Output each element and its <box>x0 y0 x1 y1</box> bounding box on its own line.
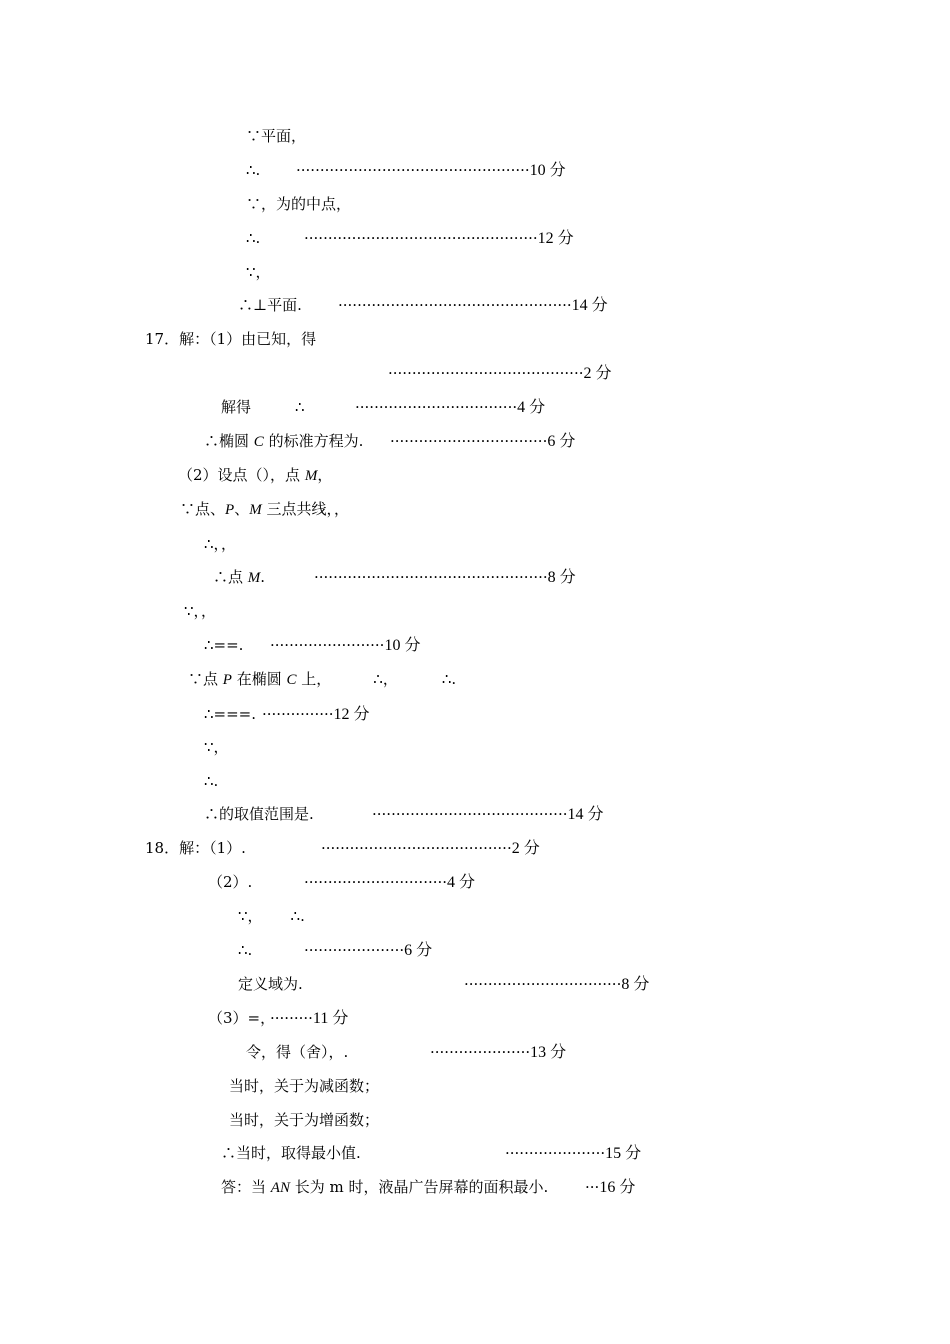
solution-line <box>238 941 252 959</box>
solution-line <box>204 738 229 756</box>
text-segment: ∵， <box>204 738 229 756</box>
score-label: 12 分 <box>537 230 574 247</box>
solution-line <box>246 161 260 179</box>
text-segment: 三点共线，， <box>261 500 349 518</box>
dot-leader: ················································· <box>296 161 530 179</box>
solution-line <box>204 705 256 723</box>
score-marker <box>390 432 575 451</box>
text-segment: ∴，， <box>204 535 237 553</box>
math-variable: C <box>286 672 297 688</box>
solution-line <box>204 805 314 823</box>
text-segment: ∴点 <box>213 568 248 586</box>
text-segment: ∵点 <box>188 670 223 688</box>
score-label: 4 分 <box>447 874 476 891</box>
solution-line <box>229 1111 379 1129</box>
dot-leader: ······························ <box>304 873 448 891</box>
dot-leader: ········································ <box>321 839 512 857</box>
text-segment: ∵， <box>246 263 271 281</box>
solution-line <box>178 466 332 485</box>
dot-leader: ················································· <box>314 568 548 586</box>
text-segment: 答：当 <box>221 1178 271 1196</box>
solution-line <box>246 263 271 281</box>
text-segment: ∴. <box>290 907 305 925</box>
dot-leader: ········································· <box>372 805 568 823</box>
math-variable: AN <box>270 1180 290 1196</box>
score-marker <box>464 975 649 994</box>
score-label: 8 分 <box>621 976 650 993</box>
dot-leader: ················································· <box>338 296 572 314</box>
score-marker <box>388 364 612 383</box>
solution-line <box>229 1077 379 1095</box>
math-variable: M <box>247 570 261 586</box>
score-label: 16 分 <box>599 1179 636 1196</box>
text-segment: 解得 <box>221 398 252 416</box>
solution-line <box>238 975 303 993</box>
solution-line <box>188 670 456 689</box>
text-segment: ， <box>317 466 333 484</box>
dot-leader: ····················· <box>304 941 405 959</box>
text-segment: ∴. <box>246 161 261 179</box>
text-segment: ∴==. <box>204 636 244 654</box>
score-label: 10 分 <box>529 162 566 179</box>
score-marker <box>262 705 370 724</box>
math-variable: P <box>222 672 232 688</box>
score-label: 11 分 <box>312 1010 349 1027</box>
math-variable: P <box>225 502 235 518</box>
dot-leader: ································· <box>464 975 622 993</box>
score-marker <box>585 1178 635 1197</box>
solution-line <box>246 127 306 145</box>
solution-line <box>221 1178 548 1197</box>
score-marker <box>505 1144 641 1163</box>
text-segment: （2）. <box>208 873 253 891</box>
dot-leader: ·································· <box>355 398 518 416</box>
dot-leader: ························ <box>270 636 385 654</box>
solution-line <box>221 1144 361 1162</box>
text-segment: 18．解：（1）. <box>145 839 246 857</box>
score-marker <box>372 805 604 824</box>
solution-line <box>213 568 265 587</box>
text-segment: ∴的取值范围是. <box>204 805 314 823</box>
score-label: 10 分 <box>384 637 421 654</box>
solution-line <box>208 1009 275 1027</box>
text-segment: ∴. <box>204 772 219 790</box>
dot-leader: ····················· <box>505 1144 606 1162</box>
text-segment: 长为 m 时，液晶广告屏幕的面积最小. <box>289 1178 549 1196</box>
score-marker <box>270 636 420 655</box>
text-segment: 令，得（舍），. <box>246 1043 349 1061</box>
text-segment: 定义域为. <box>238 975 303 993</box>
text-segment: ∵， <box>238 907 263 925</box>
solution-line <box>204 772 218 790</box>
solution-line <box>208 873 252 891</box>
score-label: 4 分 <box>517 399 546 416</box>
score-marker <box>314 568 576 587</box>
dot-leader: ········· <box>270 1009 313 1027</box>
text-segment: ∴椭圆 <box>204 432 254 450</box>
text-segment: ∵点、 <box>180 500 226 518</box>
text-segment: ∵，， <box>184 602 217 620</box>
score-marker <box>296 161 566 180</box>
text-segment: 17．解：（1）由已知，得 <box>145 330 317 348</box>
score-label: 15 分 <box>605 1145 642 1162</box>
score-marker <box>321 839 540 858</box>
score-label: 8 分 <box>547 569 576 586</box>
solution-line <box>145 839 246 857</box>
solution-line <box>184 602 216 620</box>
text-segment: （3）=， <box>208 1009 276 1027</box>
solution-line <box>246 1043 348 1061</box>
text-segment: ∴===. <box>204 705 257 723</box>
math-variable: C <box>253 434 264 450</box>
text-segment: ∴. <box>238 941 253 959</box>
score-label: 2 分 <box>511 840 540 857</box>
solution-line <box>221 398 305 416</box>
text-segment: 上， <box>296 670 332 688</box>
dot-leader: ··············· <box>262 705 334 723</box>
solution-line <box>145 330 316 348</box>
text-segment: ∵平面， <box>246 127 307 145</box>
solution-line <box>180 500 349 519</box>
score-label: 14 分 <box>567 806 604 823</box>
solution-line <box>204 432 363 451</box>
text-segment: ∴⊥平面. <box>238 296 302 314</box>
solution-line <box>204 535 236 553</box>
solution-line <box>246 229 260 247</box>
text-segment: 的标准方程为. <box>263 432 364 450</box>
score-marker <box>338 296 608 315</box>
text-segment: （2）设点（），点 <box>178 466 305 484</box>
solution-line <box>238 296 302 314</box>
text-segment: ∴. <box>246 229 261 247</box>
dot-leader: ················································· <box>304 229 538 247</box>
score-label: 2 分 <box>583 365 612 382</box>
text-segment: 在椭圆 <box>231 670 287 688</box>
dot-leader: ··· <box>585 1178 600 1196</box>
solution-line <box>246 195 351 213</box>
text-segment: ∴当时，取得最小值. <box>221 1144 361 1162</box>
score-label: 6 分 <box>404 942 433 959</box>
score-marker <box>270 1009 348 1028</box>
text-segment: 当时，关于为增函数； <box>229 1111 380 1129</box>
solution-line <box>204 636 243 654</box>
dot-leader: ································· <box>390 432 548 450</box>
text-segment: 当时，关于为减函数； <box>229 1077 380 1095</box>
score-label: 14 分 <box>571 297 608 314</box>
solution-line <box>238 907 305 925</box>
score-marker <box>355 398 545 417</box>
score-label: 6 分 <box>547 433 576 450</box>
score-label: 13 分 <box>530 1044 567 1061</box>
math-variable: M <box>304 468 318 484</box>
text-segment: ∵，为的中点， <box>246 195 352 213</box>
score-marker <box>304 229 574 248</box>
score-marker <box>304 941 432 960</box>
score-label: 12 分 <box>333 706 370 723</box>
text-segment: ∴， <box>373 670 398 688</box>
dot-leader: ····················· <box>430 1043 531 1061</box>
math-variable: M <box>249 502 262 518</box>
score-marker <box>430 1043 566 1062</box>
text-segment: . <box>260 568 266 586</box>
dot-leader: ········································· <box>388 364 584 382</box>
text-segment: 、 <box>234 500 250 518</box>
text-segment: ∴ <box>295 398 305 416</box>
text-segment: ∴. <box>441 670 457 688</box>
score-marker <box>304 873 475 892</box>
